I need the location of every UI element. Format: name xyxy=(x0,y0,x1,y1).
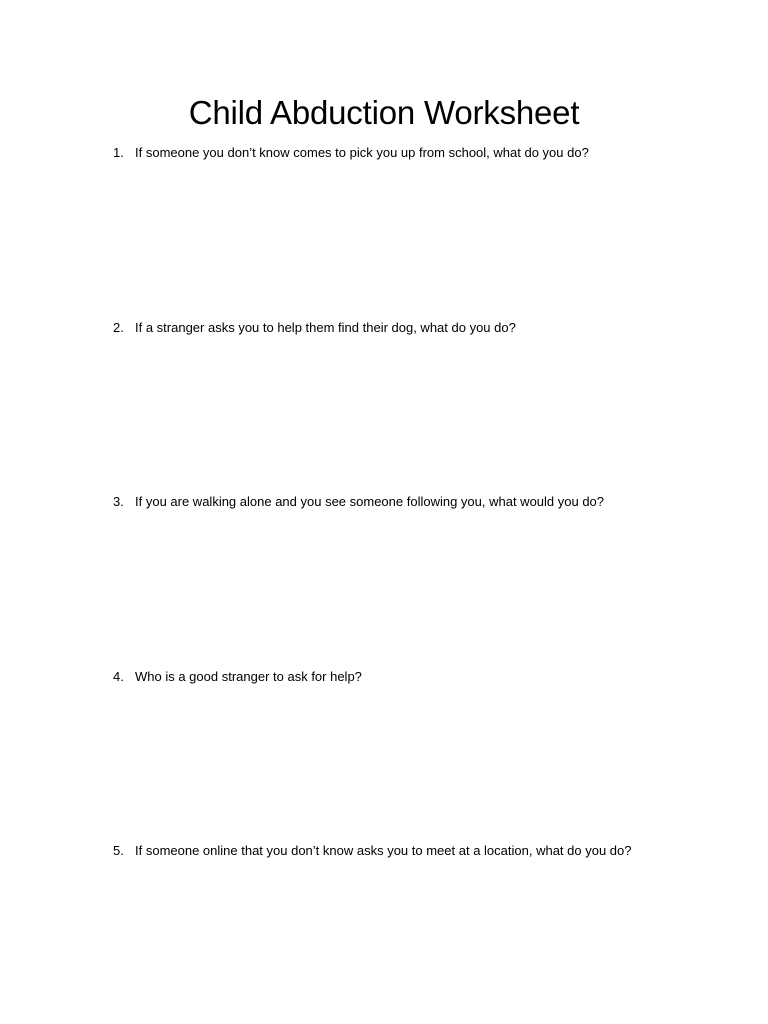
question-number: 4. xyxy=(113,669,124,684)
question-text: If you are walking alone and you see someone following you, what would you do? xyxy=(135,494,605,509)
question-3 xyxy=(113,494,713,510)
worksheet-title: Child Abduction Worksheet xyxy=(188,94,580,131)
question-4 xyxy=(113,669,713,685)
question-5 xyxy=(113,843,713,859)
question-number: 3. xyxy=(113,494,124,509)
question-number: 5. xyxy=(113,843,124,858)
question-text: Who is a good stranger to ask for help? xyxy=(135,669,362,684)
question-text: If someone you don’t know comes to pick you up from school, what do you do? xyxy=(135,145,589,160)
question-1 xyxy=(113,145,713,161)
question-number: 2. xyxy=(113,320,124,335)
question-2 xyxy=(113,320,713,336)
question-text: If a stranger asks you to help them find their dog, what do you do? xyxy=(135,320,516,335)
question-number: 1. xyxy=(113,145,124,160)
question-text: If someone online that you don’t know asks you to meet at a location, what do you do? xyxy=(135,843,632,858)
